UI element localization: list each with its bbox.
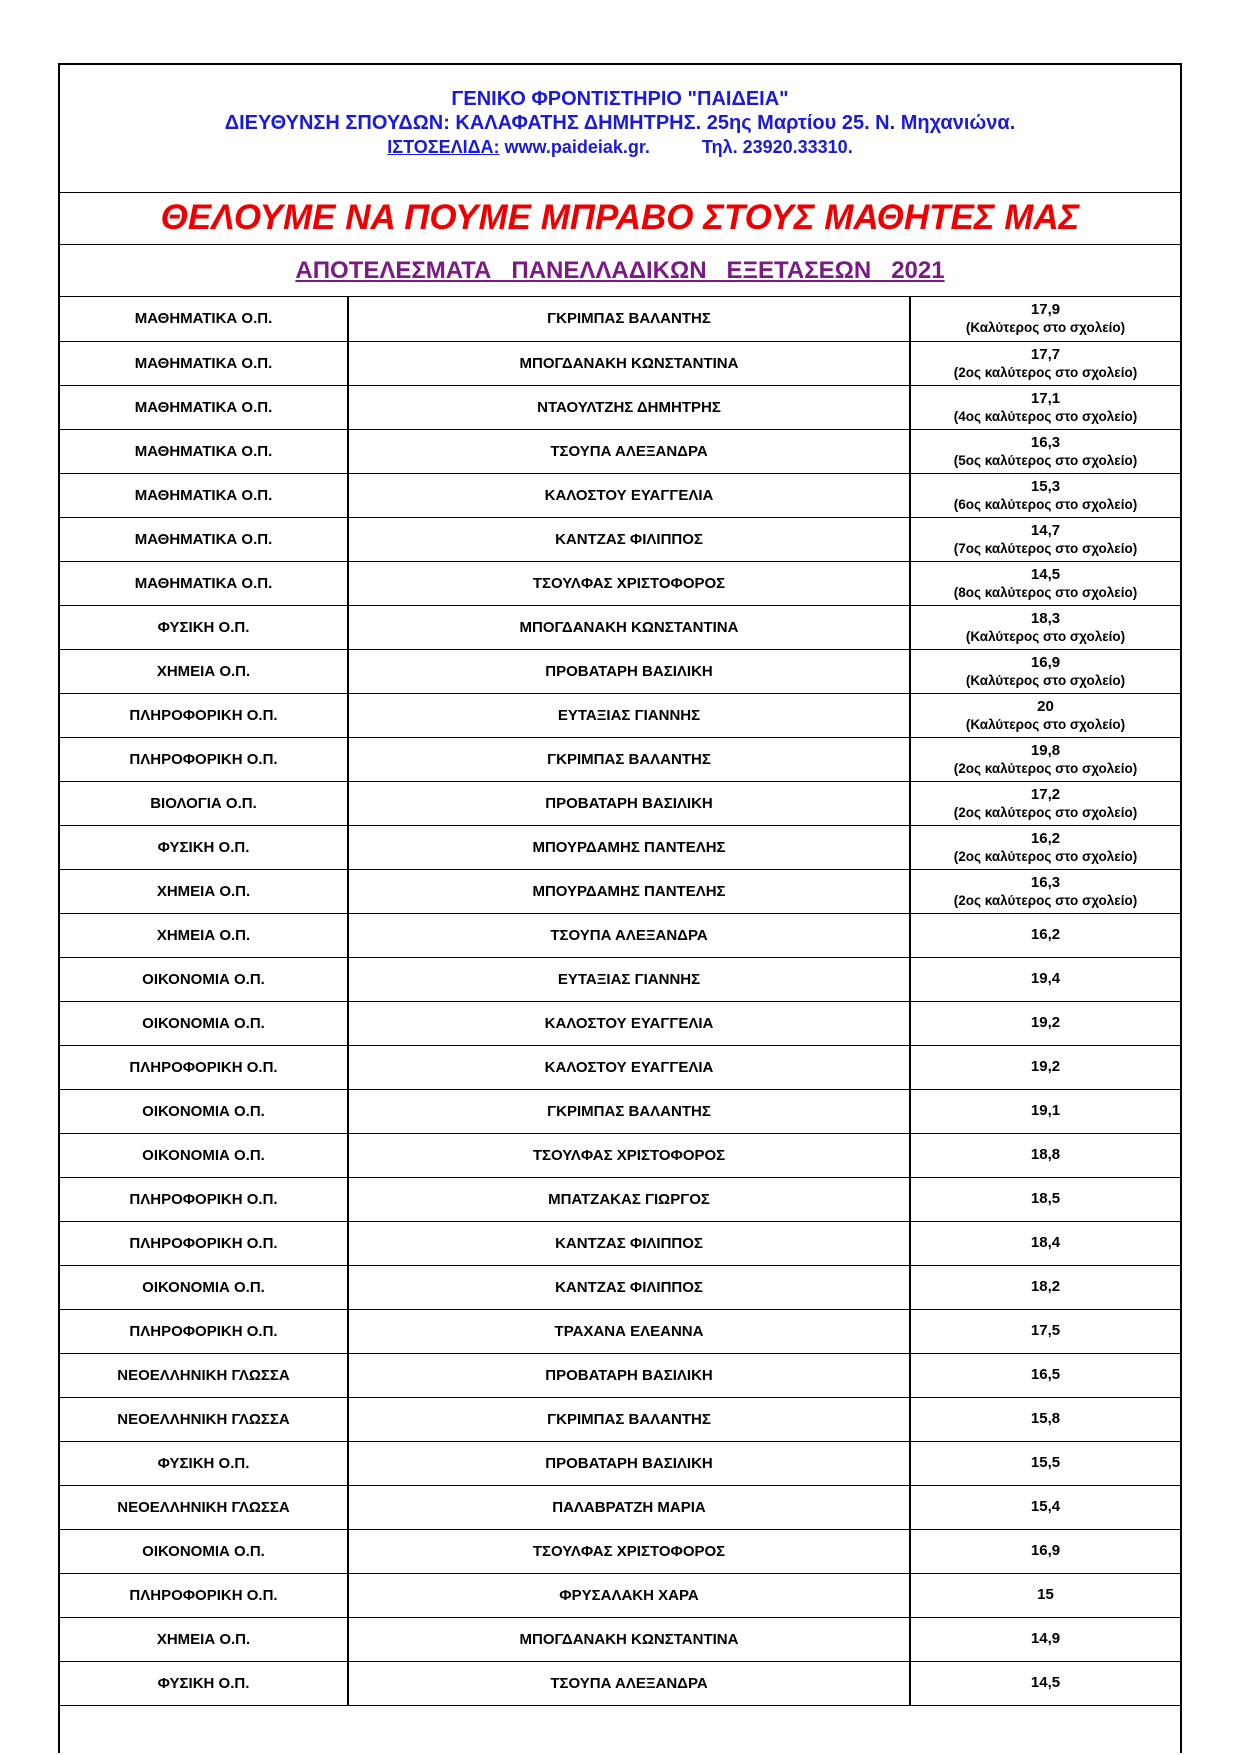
table-row: [60, 429, 1180, 473]
score-cell: [910, 1485, 1180, 1529]
rank-note: (2ος καλύτερος στο σχολείο): [953, 804, 1138, 820]
table-row: [60, 517, 1180, 561]
table-row: [60, 297, 1180, 341]
table-row: [60, 1089, 1180, 1133]
score-value: 17,5: [1030, 1322, 1061, 1339]
subject-cell: ΜΑΘΗΜΑΤΙΚΑ Ο.Π.: [60, 473, 348, 517]
score-cell: [910, 1001, 1180, 1045]
score-cell: [910, 1397, 1180, 1441]
subject-cell: ΜΑΘΗΜΑΤΙΚΑ Ο.Π.: [60, 517, 348, 561]
score-cell: [910, 473, 1180, 517]
student-cell: ΤΡΑΧΑΝΑ ΕΛΕΑΝΝΑ: [348, 1309, 910, 1353]
table-row: [60, 341, 1180, 385]
subject-cell: ΧΗΜΕΙΑ Ο.Π.: [60, 1617, 348, 1661]
score-value: 17,2: [1030, 785, 1061, 803]
score-value: 14,7: [1030, 521, 1061, 539]
student-cell: ΜΠΟΓΔΑΝΑΚΗ ΚΩΝΣΤΑΝΤΙΝΑ: [348, 605, 910, 649]
table-row: [60, 1573, 1180, 1617]
score-cell: [910, 1045, 1180, 1089]
rank-note: (5ος καλύτερος στο σχολείο): [953, 452, 1138, 468]
score-cell: [910, 1661, 1180, 1705]
score-cell: [910, 649, 1180, 693]
table-row: [60, 473, 1180, 517]
results-title: ΑΠΟΤΕΛΕΣΜΑΤΑ ΠΑΝΕΛΛΑΔΙΚΩΝ ΕΞΕΤΑΣΕΩΝ 2021: [295, 257, 945, 284]
score-value: 16,2: [1030, 829, 1061, 847]
table-row: [60, 1661, 1180, 1705]
table-row: [60, 1133, 1180, 1177]
score-value: 15: [1037, 1586, 1054, 1603]
table-row: [60, 385, 1180, 429]
score-value: 15,8: [1030, 1410, 1061, 1427]
phone-number: Τηλ. 23920.33310.: [701, 137, 853, 157]
student-cell: ΜΠΟΥΡΔΑΜΗΣ ΠΑΝΤΕΛΗΣ: [348, 825, 910, 869]
subject-cell: ΜΑΘΗΜΑΤΙΚΑ Ο.Π.: [60, 561, 348, 605]
score-value: 20: [1037, 697, 1054, 715]
score-cell: [910, 561, 1180, 605]
subject-cell: ΟΙΚΟΝΟΜΙΑ Ο.Π.: [60, 1529, 348, 1573]
table-row: [60, 1177, 1180, 1221]
student-cell: ΠΡΟΒΑΤΑΡΗ ΒΑΣΙΛΙΚΗ: [348, 1441, 910, 1485]
student-cell: ΚΑΝΤΖΑΣ ΦΙΛΙΠΠΟΣ: [348, 1221, 910, 1265]
subject-cell: ΦΥΣΙΚΗ Ο.Π.: [60, 605, 348, 649]
score-value: 16,3: [1030, 433, 1061, 451]
score-cell: [910, 1573, 1180, 1617]
table-row: [60, 1485, 1180, 1529]
score-cell: [910, 1265, 1180, 1309]
score-cell: [910, 957, 1180, 1001]
rank-note: (2ος καλύτερος στο σχολείο): [953, 892, 1138, 908]
score-value: 15,3: [1030, 477, 1061, 495]
score-cell: [910, 429, 1180, 473]
subject-cell: ΠΛΗΡΟΦΟΡΙΚΗ Ο.Π.: [60, 1309, 348, 1353]
subject-cell: ΟΙΚΟΝΟΜΙΑ Ο.Π.: [60, 1089, 348, 1133]
score-value: 16,3: [1030, 873, 1061, 891]
table-row: [60, 1617, 1180, 1661]
table-row: [60, 1441, 1180, 1485]
results-table: [60, 297, 1180, 1706]
student-cell: ΠΑΛΑΒΡΑΤΖΗ ΜΑΡΙΑ: [348, 1485, 910, 1529]
subject-cell: ΠΛΗΡΟΦΟΡΙΚΗ Ο.Π.: [60, 737, 348, 781]
subject-cell: ΒΙΟΛΟΓΙΑ Ο.Π.: [60, 781, 348, 825]
subject-cell: ΟΙΚΟΝΟΜΙΑ Ο.Π.: [60, 1001, 348, 1045]
table-row: [60, 1529, 1180, 1573]
subject-cell: ΠΛΗΡΟΦΟΡΙΚΗ Ο.Π.: [60, 1177, 348, 1221]
student-cell: ΚΑΝΤΖΑΣ ΦΙΛΙΠΠΟΣ: [348, 517, 910, 561]
rank-note: (7ος καλύτερος στο σχολείο): [953, 540, 1138, 556]
score-value: 16,9: [1030, 653, 1061, 671]
student-cell: ΠΡΟΒΑΤΑΡΗ ΒΑΣΙΛΙΚΗ: [348, 649, 910, 693]
results-sheet: [58, 63, 1182, 1753]
student-cell: ΦΡΥΣΑΛΑΚΗ ΧΑΡΑ: [348, 1573, 910, 1617]
subject-cell: ΠΛΗΡΟΦΟΡΙΚΗ Ο.Π.: [60, 1045, 348, 1089]
rank-note: (4ος καλύτερος στο σχολείο): [953, 408, 1138, 424]
score-value: 16,2: [1030, 926, 1061, 943]
score-value: 19,8: [1030, 741, 1061, 759]
subject-cell: ΠΛΗΡΟΦΟΡΙΚΗ Ο.Π.: [60, 1221, 348, 1265]
student-cell: ΜΠΟΓΔΑΝΑΚΗ ΚΩΝΣΤΑΝΤΙΝΑ: [348, 1617, 910, 1661]
rank-note: (8ος καλύτερος στο σχολείο): [953, 584, 1138, 600]
rank-note: (6ος καλύτερος στο σχολείο): [953, 496, 1138, 512]
school-name: ΓΕΝΙΚΟ ΦΡΟΝΤΙΣΤΗΡΙΟ "ΠΑΙΔΕΙΑ": [451, 88, 789, 110]
table-row: [60, 605, 1180, 649]
score-value: 19,2: [1030, 1058, 1061, 1075]
student-cell: ΤΣΟΥΠΑ ΑΛΕΞΑΝΔΡΑ: [348, 429, 910, 473]
table-row: [60, 1353, 1180, 1397]
subject-cell: ΜΑΘΗΜΑΤΙΚΑ Ο.Π.: [60, 341, 348, 385]
subject-cell: ΟΙΚΟΝΟΜΙΑ Ο.Π.: [60, 1133, 348, 1177]
subject-cell: ΜΑΘΗΜΑΤΙΚΑ Ο.Π.: [60, 429, 348, 473]
student-cell: ΕΥΤΑΞΙΑΣ ΓΙΑΝΝΗΣ: [348, 957, 910, 1001]
results-title-row: [60, 245, 1180, 297]
rank-note: (2ος καλύτερος στο σχολείο): [953, 760, 1138, 776]
student-cell: ΕΥΤΑΞΙΑΣ ΓΙΑΝΝΗΣ: [348, 693, 910, 737]
subject-cell: ΧΗΜΕΙΑ Ο.Π.: [60, 913, 348, 957]
score-value: 14,5: [1030, 1674, 1061, 1691]
rank-note: (2ος καλύτερος στο σχολείο): [953, 364, 1138, 380]
student-cell: ΤΣΟΥΛΦΑΣ ΧΡΙΣΤΟΦΟΡΟΣ: [348, 1133, 910, 1177]
score-value: 14,5: [1030, 565, 1061, 583]
score-value: 16,9: [1030, 1542, 1061, 1559]
subject-cell: ΦΥΣΙΚΗ Ο.Π.: [60, 825, 348, 869]
student-cell: ΚΑΛΟΣΤΟΥ ΕΥΑΓΓΕΛΙΑ: [348, 1045, 910, 1089]
score-cell: [910, 693, 1180, 737]
score-value: 14,9: [1030, 1630, 1061, 1647]
table-row: [60, 649, 1180, 693]
subject-cell: ΝΕΟΕΛΛΗΝΙΚΗ ΓΛΩΣΣΑ: [60, 1353, 348, 1397]
score-cell: [910, 1353, 1180, 1397]
table-row: [60, 1221, 1180, 1265]
student-cell: ΤΣΟΥΠΑ ΑΛΕΞΑΝΔΡΑ: [348, 913, 910, 957]
congrats-banner: ΘΕΛΟΥΜΕ ΝΑ ΠΟΥΜΕ ΜΠΡΑΒΟ ΣΤΟΥΣ ΜΑΘΗΤΕΣ ΜΑΣ: [60, 193, 1180, 245]
score-cell: [910, 1529, 1180, 1573]
rank-note: (Καλύτερος στο σχολείο): [965, 628, 1126, 644]
table-row: [60, 1265, 1180, 1309]
table-row: [60, 957, 1180, 1001]
score-cell: [910, 1617, 1180, 1661]
score-cell: [910, 1177, 1180, 1221]
student-cell: ΚΑΛΟΣΤΟΥ ΕΥΑΓΓΕΛΙΑ: [348, 473, 910, 517]
table-row: [60, 825, 1180, 869]
subject-cell: ΝΕΟΕΛΛΗΝΙΚΗ ΓΛΩΣΣΑ: [60, 1485, 348, 1529]
student-cell: ΝΤΑΟΥΛΤΖΗΣ ΔΗΜΗΤΡΗΣ: [348, 385, 910, 429]
score-value: 17,9: [1030, 301, 1061, 319]
table-row: [60, 1397, 1180, 1441]
table-row: [60, 1045, 1180, 1089]
student-cell: ΓΚΡΙΜΠΑΣ ΒΑΛΑΝΤΗΣ: [348, 1397, 910, 1441]
subject-cell: ΦΥΣΙΚΗ Ο.Π.: [60, 1661, 348, 1705]
score-value: 15,5: [1030, 1454, 1061, 1471]
student-cell: ΓΚΡΙΜΠΑΣ ΒΑΛΑΝΤΗΣ: [348, 297, 910, 341]
rank-note: (Καλύτερος στο σχολείο): [965, 320, 1126, 336]
subject-cell: ΠΛΗΡΟΦΟΡΙΚΗ Ο.Π.: [60, 693, 348, 737]
score-value: 19,4: [1030, 970, 1061, 987]
table-row: [60, 561, 1180, 605]
score-cell: [910, 341, 1180, 385]
student-cell: ΠΡΟΒΑΤΑΡΗ ΒΑΣΙΛΙΚΗ: [348, 781, 910, 825]
score-value: 18,3: [1030, 609, 1061, 627]
school-header: [60, 65, 1180, 193]
score-value: 18,4: [1030, 1234, 1061, 1251]
student-cell: ΜΠΟΓΔΑΝΑΚΗ ΚΩΝΣΤΑΝΤΙΝΑ: [348, 341, 910, 385]
subject-cell: ΟΙΚΟΝΟΜΙΑ Ο.Π.: [60, 1265, 348, 1309]
website-link[interactable]: www.paideiak.gr.: [504, 137, 650, 157]
table-row: [60, 693, 1180, 737]
student-cell: ΚΑΛΟΣΤΟΥ ΕΥΑΓΓΕΛΙΑ: [348, 1001, 910, 1045]
score-cell: [910, 385, 1180, 429]
score-cell: [910, 1089, 1180, 1133]
subject-cell: ΠΛΗΡΟΦΟΡΙΚΗ Ο.Π.: [60, 1573, 348, 1617]
subject-cell: ΜΑΘΗΜΑΤΙΚΑ Ο.Π.: [60, 297, 348, 341]
rank-note: (2ος καλύτερος στο σχολείο): [953, 848, 1138, 864]
score-cell: [910, 1221, 1180, 1265]
student-cell: ΓΚΡΙΜΠΑΣ ΒΑΛΑΝΤΗΣ: [348, 737, 910, 781]
website-label: ΙΣΤΟΣΕΛΙΔΑ:: [387, 137, 500, 157]
rank-note: (Καλύτερος στο σχολείο): [965, 716, 1126, 732]
score-value: 17,7: [1030, 345, 1061, 363]
score-cell: [910, 825, 1180, 869]
score-cell: [910, 1133, 1180, 1177]
table-row: [60, 737, 1180, 781]
score-value: 19,1: [1030, 1102, 1061, 1119]
score-value: 19,2: [1030, 1014, 1061, 1031]
subject-cell: ΦΥΣΙΚΗ Ο.Π.: [60, 1441, 348, 1485]
student-cell: ΚΑΝΤΖΑΣ ΦΙΛΙΠΠΟΣ: [348, 1265, 910, 1309]
score-value: 16,5: [1030, 1366, 1061, 1383]
school-address: ΔΙΕΥΘΥΝΣΗ ΣΠΟΥΔΩΝ: ΚΑΛΑΦΑΤΗΣ ΔΗΜΗΤΡΗΣ. 25ης Μαρτίου 25. Ν. Μηχανιώνα.: [224, 112, 1016, 134]
score-cell: [910, 517, 1180, 561]
student-cell: ΠΡΟΒΑΤΑΡΗ ΒΑΣΙΛΙΚΗ: [348, 1353, 910, 1397]
score-value: 18,2: [1030, 1278, 1061, 1295]
rank-note: (Καλύτερος στο σχολείο): [965, 672, 1126, 688]
subject-cell: ΝΕΟΕΛΛΗΝΙΚΗ ΓΛΩΣΣΑ: [60, 1397, 348, 1441]
table-row: [60, 869, 1180, 913]
score-value: 15,4: [1030, 1498, 1061, 1515]
subject-cell: ΟΙΚΟΝΟΜΙΑ Ο.Π.: [60, 957, 348, 1001]
student-cell: ΤΣΟΥΠΑ ΑΛΕΞΑΝΔΡΑ: [348, 1661, 910, 1705]
student-cell: ΜΠΟΥΡΔΑΜΗΣ ΠΑΝΤΕΛΗΣ: [348, 869, 910, 913]
student-cell: ΜΠΑΤΖΑΚΑΣ ΓΙΩΡΓΟΣ: [348, 1177, 910, 1221]
score-value: 18,5: [1030, 1190, 1061, 1207]
table-row: [60, 913, 1180, 957]
results-table-body: [60, 297, 1180, 1705]
school-contact: [60, 135, 1180, 159]
student-cell: ΤΣΟΥΛΦΑΣ ΧΡΙΣΤΟΦΟΡΟΣ: [348, 1529, 910, 1573]
subject-cell: ΧΗΜΕΙΑ Ο.Π.: [60, 869, 348, 913]
score-cell: [910, 1309, 1180, 1353]
score-cell: [910, 737, 1180, 781]
student-cell: ΤΣΟΥΛΦΑΣ ΧΡΙΣΤΟΦΟΡΟΣ: [348, 561, 910, 605]
score-cell: [910, 1441, 1180, 1485]
table-row: [60, 781, 1180, 825]
table-row: [60, 1001, 1180, 1045]
subject-cell: ΧΗΜΕΙΑ Ο.Π.: [60, 649, 348, 693]
score-cell: [910, 913, 1180, 957]
score-cell: [910, 781, 1180, 825]
score-cell: [910, 869, 1180, 913]
score-value: 17,1: [1030, 389, 1061, 407]
score-value: 18,8: [1030, 1146, 1061, 1163]
score-cell: [910, 605, 1180, 649]
student-cell: ΓΚΡΙΜΠΑΣ ΒΑΛΑΝΤΗΣ: [348, 1089, 910, 1133]
score-cell: [910, 297, 1180, 341]
subject-cell: ΜΑΘΗΜΑΤΙΚΑ Ο.Π.: [60, 385, 348, 429]
table-row: [60, 1309, 1180, 1353]
